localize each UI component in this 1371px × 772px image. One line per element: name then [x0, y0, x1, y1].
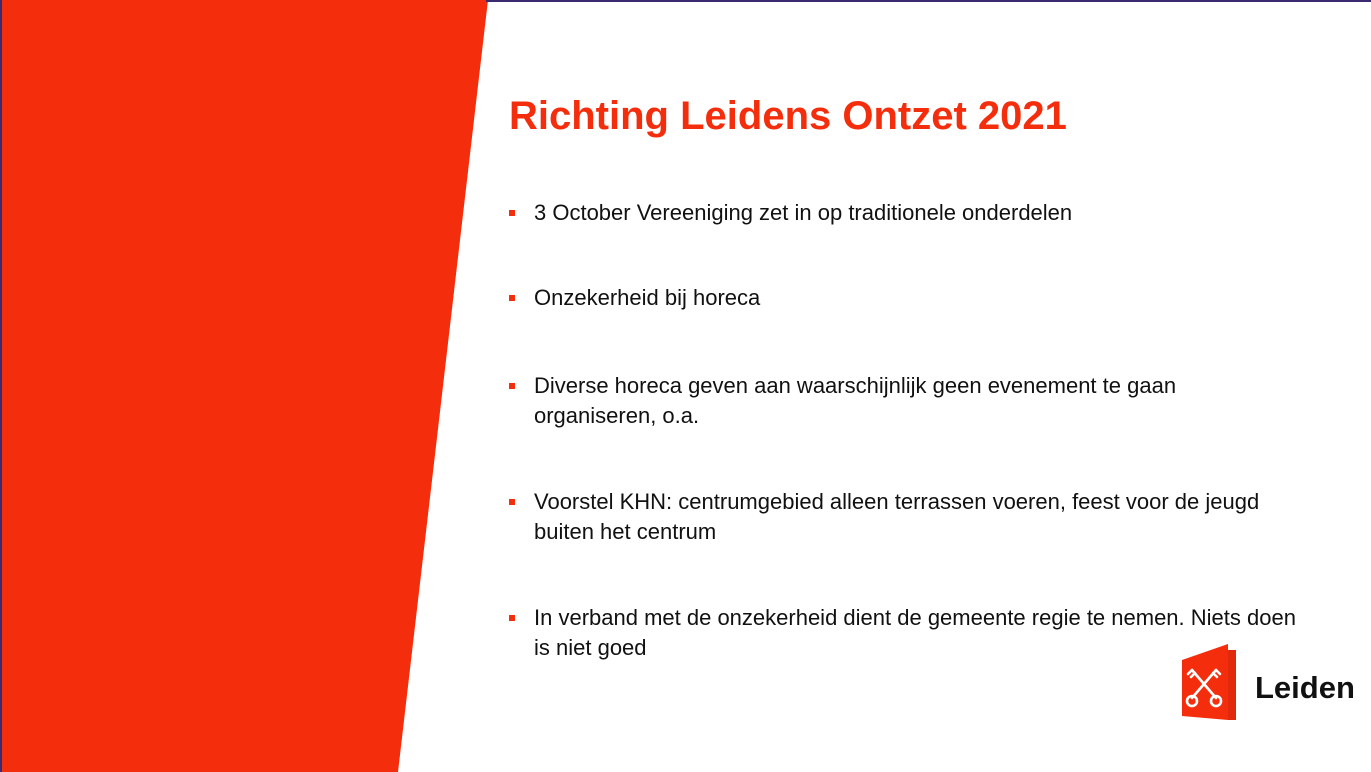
leiden-keys-icon — [1178, 644, 1240, 720]
bullet-item — [509, 371, 1269, 431]
slide-top-edge — [486, 0, 1371, 2]
bullet-item — [509, 198, 1299, 228]
slide-left-edge — [0, 0, 2, 772]
bullet-marker-icon — [509, 383, 515, 389]
bullet-marker-icon — [509, 615, 515, 621]
logo-wordmark: Leiden — [1255, 670, 1355, 705]
leiden-logo — [1178, 644, 1355, 720]
bullet-marker-icon — [509, 210, 515, 216]
bullet-text: Onzekerheid bij horeca — [534, 285, 761, 310]
bullet-item — [509, 283, 1299, 313]
bullet-item — [509, 487, 1299, 547]
bullet-text: Diverse horeca geven aan waarschijnlijk geen evenement te gaan organiseren, o.a. — [534, 373, 1177, 428]
bullet-text: In verband met de onzekerheid dient de gemeente regie te nemen. Niets doen is niet goed — [534, 605, 1296, 660]
bullet-marker-icon — [509, 295, 515, 301]
bullet-marker-icon — [509, 499, 515, 505]
bullet-text: 3 October Vereeniging zet in op traditionele onderdelen — [534, 200, 1073, 225]
bullet-text: Voorstel KHN: centrumgebied alleen terrassen voeren, feest voor de jeugd buiten het centrum — [534, 489, 1260, 544]
slide-title: Richting Leidens Ontzet 2021 — [509, 94, 1067, 138]
